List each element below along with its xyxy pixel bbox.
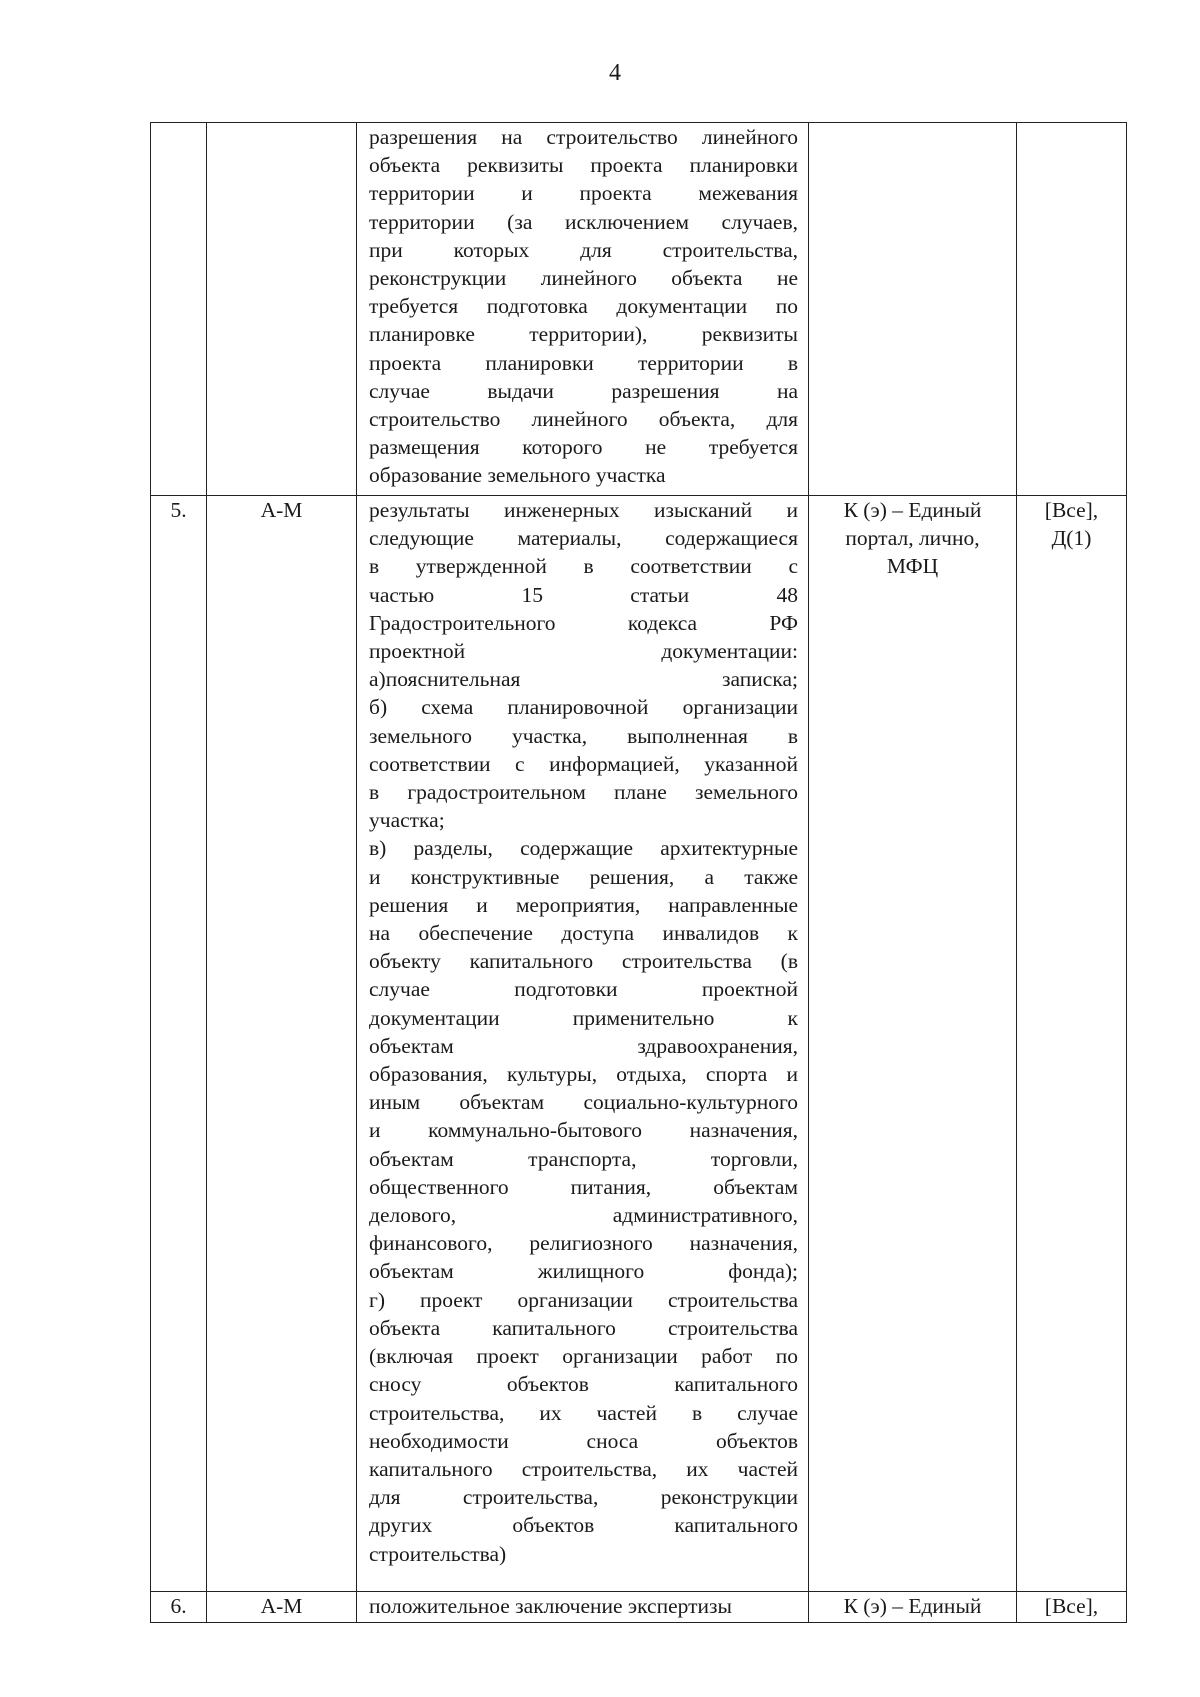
text-line: образования, культуры, отдыха, спорта и [369, 1062, 798, 1087]
page-number: 4 [609, 60, 621, 86]
text-line: разрешения на строительство линейного [369, 125, 798, 149]
text-line: а)пояснительная записка; [369, 667, 798, 692]
text-line: сносу объектов капитального [369, 1372, 798, 1397]
documents-table [150, 122, 1127, 1623]
source-lines [813, 496, 1012, 581]
source-cell [809, 1592, 1017, 1623]
text-line: участка; [369, 808, 445, 833]
text-line: и конструктивные решения, а также [369, 864, 798, 889]
text-line: в утвержденной в соответствии с [369, 554, 798, 579]
text-line: земельного участка, выполненная в [369, 723, 798, 748]
text-line: решения и мероприятия, направленные [369, 892, 798, 917]
row-code-cell: А-М [207, 496, 357, 1592]
cell-line: портал, лично, [845, 526, 980, 551]
source-cell [809, 123, 1017, 496]
document-description-cell [357, 123, 809, 496]
cell-line: К (э) – Единый [843, 1594, 982, 1618]
table-row [151, 1592, 1127, 1623]
text-line: объектам транспорта, торговли, [369, 1146, 798, 1171]
cell-line: [Все], [1044, 498, 1099, 522]
text-line: проекта планировки территории в [369, 350, 798, 375]
text-line: объектам жилищного фонда); [369, 1259, 798, 1284]
text-line: документации применительно к [369, 1005, 798, 1030]
text-line: Градостроительного кодекса РФ [369, 610, 798, 635]
text-line: финансового, религиозного назначения, [369, 1231, 798, 1256]
source-cell [809, 496, 1017, 1592]
text-line: капитального строительства, их частей [369, 1456, 798, 1481]
text-line: на обеспечение доступа инвалидов к [369, 921, 798, 946]
text-line: случае подготовки проектной [369, 977, 798, 1002]
document-description [369, 1592, 798, 1620]
text-line: делового, административного, [369, 1203, 798, 1228]
text-line: соответствии с информацией, указанной [369, 751, 798, 776]
text-line: образование земельного участка [369, 463, 666, 488]
text-line: территории и проекта межевания [369, 181, 798, 206]
cell-line: К (э) – Единый [843, 498, 982, 522]
document-description-cell [357, 496, 809, 1592]
row-number-cell [151, 123, 207, 496]
cell-line: [Все], [1044, 1594, 1099, 1618]
table-row [151, 123, 1127, 496]
text-line: проектной документации: [369, 639, 798, 664]
document-description [369, 123, 798, 490]
text-line: реконструкции линейного объекта не [369, 266, 798, 291]
text-line: объектам здравоохранения, [369, 1033, 798, 1058]
text-line: и коммунально-бытового назначения, [369, 1118, 798, 1143]
text-line: планировке территории), реквизиты [369, 322, 798, 347]
table-row [151, 496, 1127, 1592]
mode-cell [1017, 496, 1127, 1592]
text-line: общественного питания, объектам [369, 1174, 798, 1199]
text-line: случае выдачи разрешения на [369, 378, 798, 403]
text-line: других объектов капитального [369, 1513, 798, 1538]
cell-line: Д(1) [1051, 526, 1092, 551]
mode-lines [1021, 1592, 1122, 1620]
text-line: в градостроительном плане земельного [369, 780, 798, 805]
text-line: строительства) [369, 1541, 507, 1566]
text-line: (включая проект организации работ по [369, 1344, 798, 1369]
text-line: необходимости сноса объектов [369, 1428, 798, 1453]
document-description [369, 496, 798, 1568]
text-line: объекту капитального строительства (в [369, 949, 798, 974]
text-line: объекта реквизиты проекта планировки [369, 153, 798, 178]
row-code-cell [207, 123, 357, 496]
text-line: иным объектам социально-культурного [369, 1090, 798, 1115]
mode-cell [1017, 123, 1127, 496]
cell-line: МФЦ [886, 554, 939, 579]
text-line: территории (за исключением случаев, [369, 209, 798, 234]
text-line: при которых для строительства, [369, 237, 798, 262]
row-code-cell: А-М [207, 1592, 357, 1623]
text-line: следующие материалы, содержащиеся [369, 526, 798, 551]
text-line: требуется подготовка документации по [369, 294, 798, 319]
text-line: частью 15 статьи 48 [369, 582, 798, 607]
text-line: в) разделы, содержащие архитектурные [369, 836, 798, 861]
text-line: объекта капитального строительства [369, 1315, 798, 1340]
row-number-cell: 5. [151, 496, 207, 1592]
mode-lines [1021, 496, 1122, 552]
text-line: строительства, их частей в случае [369, 1400, 798, 1425]
text-line: результаты инженерных изысканий и [369, 498, 798, 522]
row-number-cell: 6. [151, 1592, 207, 1623]
mode-cell [1017, 1592, 1127, 1623]
text-line: положительное заключение экспертизы [369, 1594, 732, 1618]
source-lines [813, 1592, 1012, 1620]
document-description-cell [357, 1592, 809, 1623]
text-line: строительство линейного объекта, для [369, 407, 798, 432]
text-line: б) схема планировочной организации [369, 695, 798, 720]
text-line: для строительства, реконструкции [369, 1485, 798, 1510]
text-line: г) проект организации строительства [369, 1287, 798, 1312]
text-line: размещения которого не требуется [369, 435, 798, 460]
